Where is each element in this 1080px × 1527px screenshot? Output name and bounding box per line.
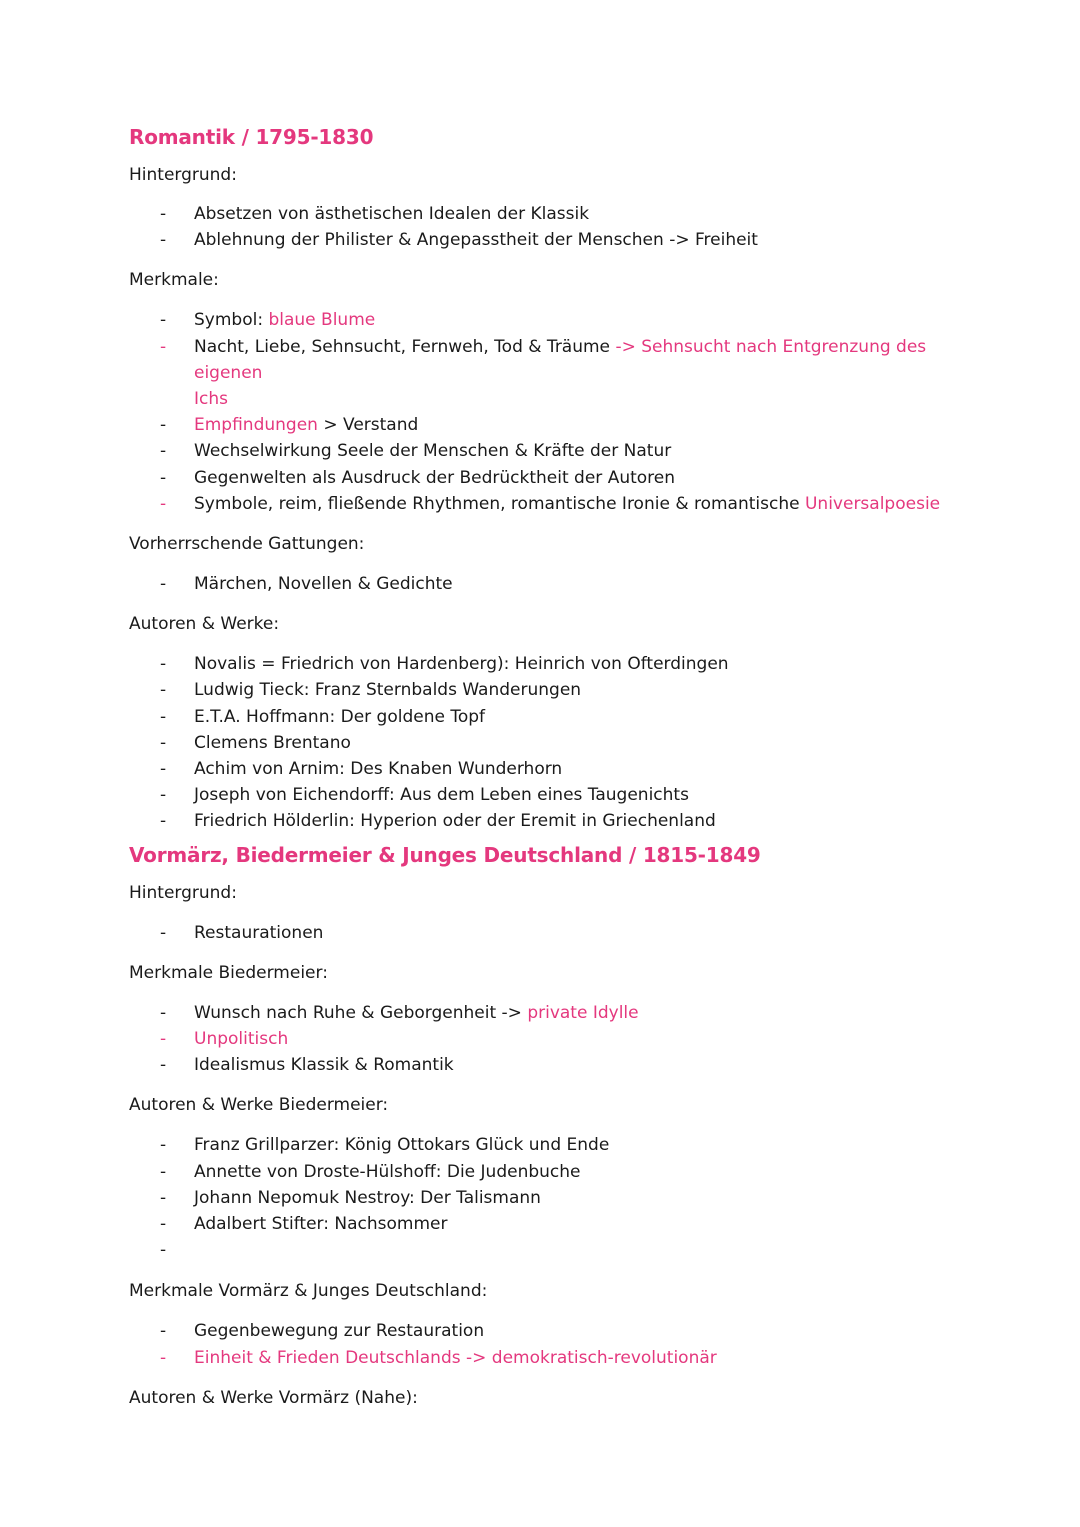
list-item: - E.T.A. Hoffmann: Der goldene Topf <box>160 706 486 727</box>
list-item: - Clemens Brentano <box>160 732 351 753</box>
list-merkmale-biedermeier <box>129 1000 989 1079</box>
label-hintergrund: Hintergrund: <box>129 165 237 185</box>
label-merkmale: Merkmale: <box>129 270 219 291</box>
list-hintergrund <box>129 201 989 253</box>
list-hintergrund-vormaerz <box>129 920 989 946</box>
list-merkmale-vormaerz <box>129 1318 989 1370</box>
list-item: - Johann Nepomuk Nestroy: Der Talismann <box>160 1187 541 1208</box>
label-autoren-vormaerz: Autoren & Werke Vormärz (Nahe): <box>129 1387 418 1408</box>
list-item: - Nacht, Liebe, Sehnsucht, Fernweh, Tod & Träume -> Sehnsucht nach Entgrenzung des eigenen Ichs <box>160 336 927 410</box>
section-title-romantik: Romantik / 1795-1830 <box>129 125 374 149</box>
list-merkmale <box>129 307 989 517</box>
label-autoren: Autoren & Werke: <box>129 614 280 635</box>
list-item: - Märchen, Novellen & Gedichte <box>160 574 453 595</box>
list-item: - Friedrich Hölderlin: Hyperion oder der Eremit in Griechenland <box>160 811 716 832</box>
list-item: - Gegenwelten als Ausdruck der Bedrücktheit der Autoren <box>160 467 676 488</box>
list-item: - Unpolitisch <box>160 1029 289 1050</box>
label-merkmale-vormaerz: Merkmale Vormärz & Junges Deutschland: <box>129 1281 488 1302</box>
label-gattungen: Vorherrschende Gattungen: <box>129 534 365 555</box>
list-item: - Wechselwirkung Seele der Menschen & Kräfte der Natur <box>160 441 672 462</box>
list-autoren-biedermeier <box>129 1132 989 1263</box>
label-autoren-biedermeier: Autoren & Werke Biedermeier: <box>129 1095 389 1116</box>
list-autoren <box>129 651 989 834</box>
list-item: - Joseph von Eichendorff: Aus dem Leben eines Taugenichts <box>160 785 689 806</box>
list-item: - Franz Grillparzer: König Ottokars Glück und Ende <box>160 1135 610 1156</box>
list-item: - Gegenbewegung zur Restauration <box>160 1321 485 1342</box>
list-item: - Achim von Arnim: Des Knaben Wunderhorn <box>160 759 563 780</box>
list-item: - Idealismus Klassik & Romantik <box>160 1055 454 1076</box>
list-item: - Annette von Droste-Hülshoff: Die Judenbuche <box>160 1161 581 1182</box>
list-item: - Empfindungen > Verstand <box>160 415 419 436</box>
list-item: - <box>160 1240 167 1261</box>
list-item: - Einheit & Frieden Deutschlands -> demokratisch-revolutionär <box>160 1347 717 1368</box>
list-gattungen <box>129 571 989 597</box>
list-item: - Adalbert Stifter: Nachsommer <box>160 1214 448 1235</box>
list-item: - Symbol: blaue Blume <box>160 310 376 331</box>
list-item: - Ludwig Tieck: Franz Sternbalds Wanderungen <box>160 680 582 701</box>
section-title-vormaerz: Vormärz, Biedermeier & Junges Deutschland / 1815-1849 <box>129 842 761 867</box>
label-hintergrund-vormaerz: Hintergrund: <box>129 882 237 903</box>
list-item: - Ablehnung der Philister & Angepasstheit der Menschen -> Freiheit <box>160 230 758 251</box>
list-item: - Novalis = Friedrich von Hardenberg): Heinrich von Ofterdingen <box>160 654 729 675</box>
label-merkmale-biedermeier: Merkmale Biedermeier: <box>129 962 328 983</box>
list-item: - Absetzen von ästhetischen Idealen der Klassik <box>160 204 590 224</box>
list-item: - Restaurationen <box>160 922 324 943</box>
document-page <box>129 120 989 1411</box>
list-item: - Wunsch nach Ruhe & Geborgenheit -> private Idylle <box>160 1002 639 1023</box>
list-item: - Symbole, reim, fließende Rhythmen, romantische Ironie & romantische Universalpoesie <box>160 493 941 514</box>
